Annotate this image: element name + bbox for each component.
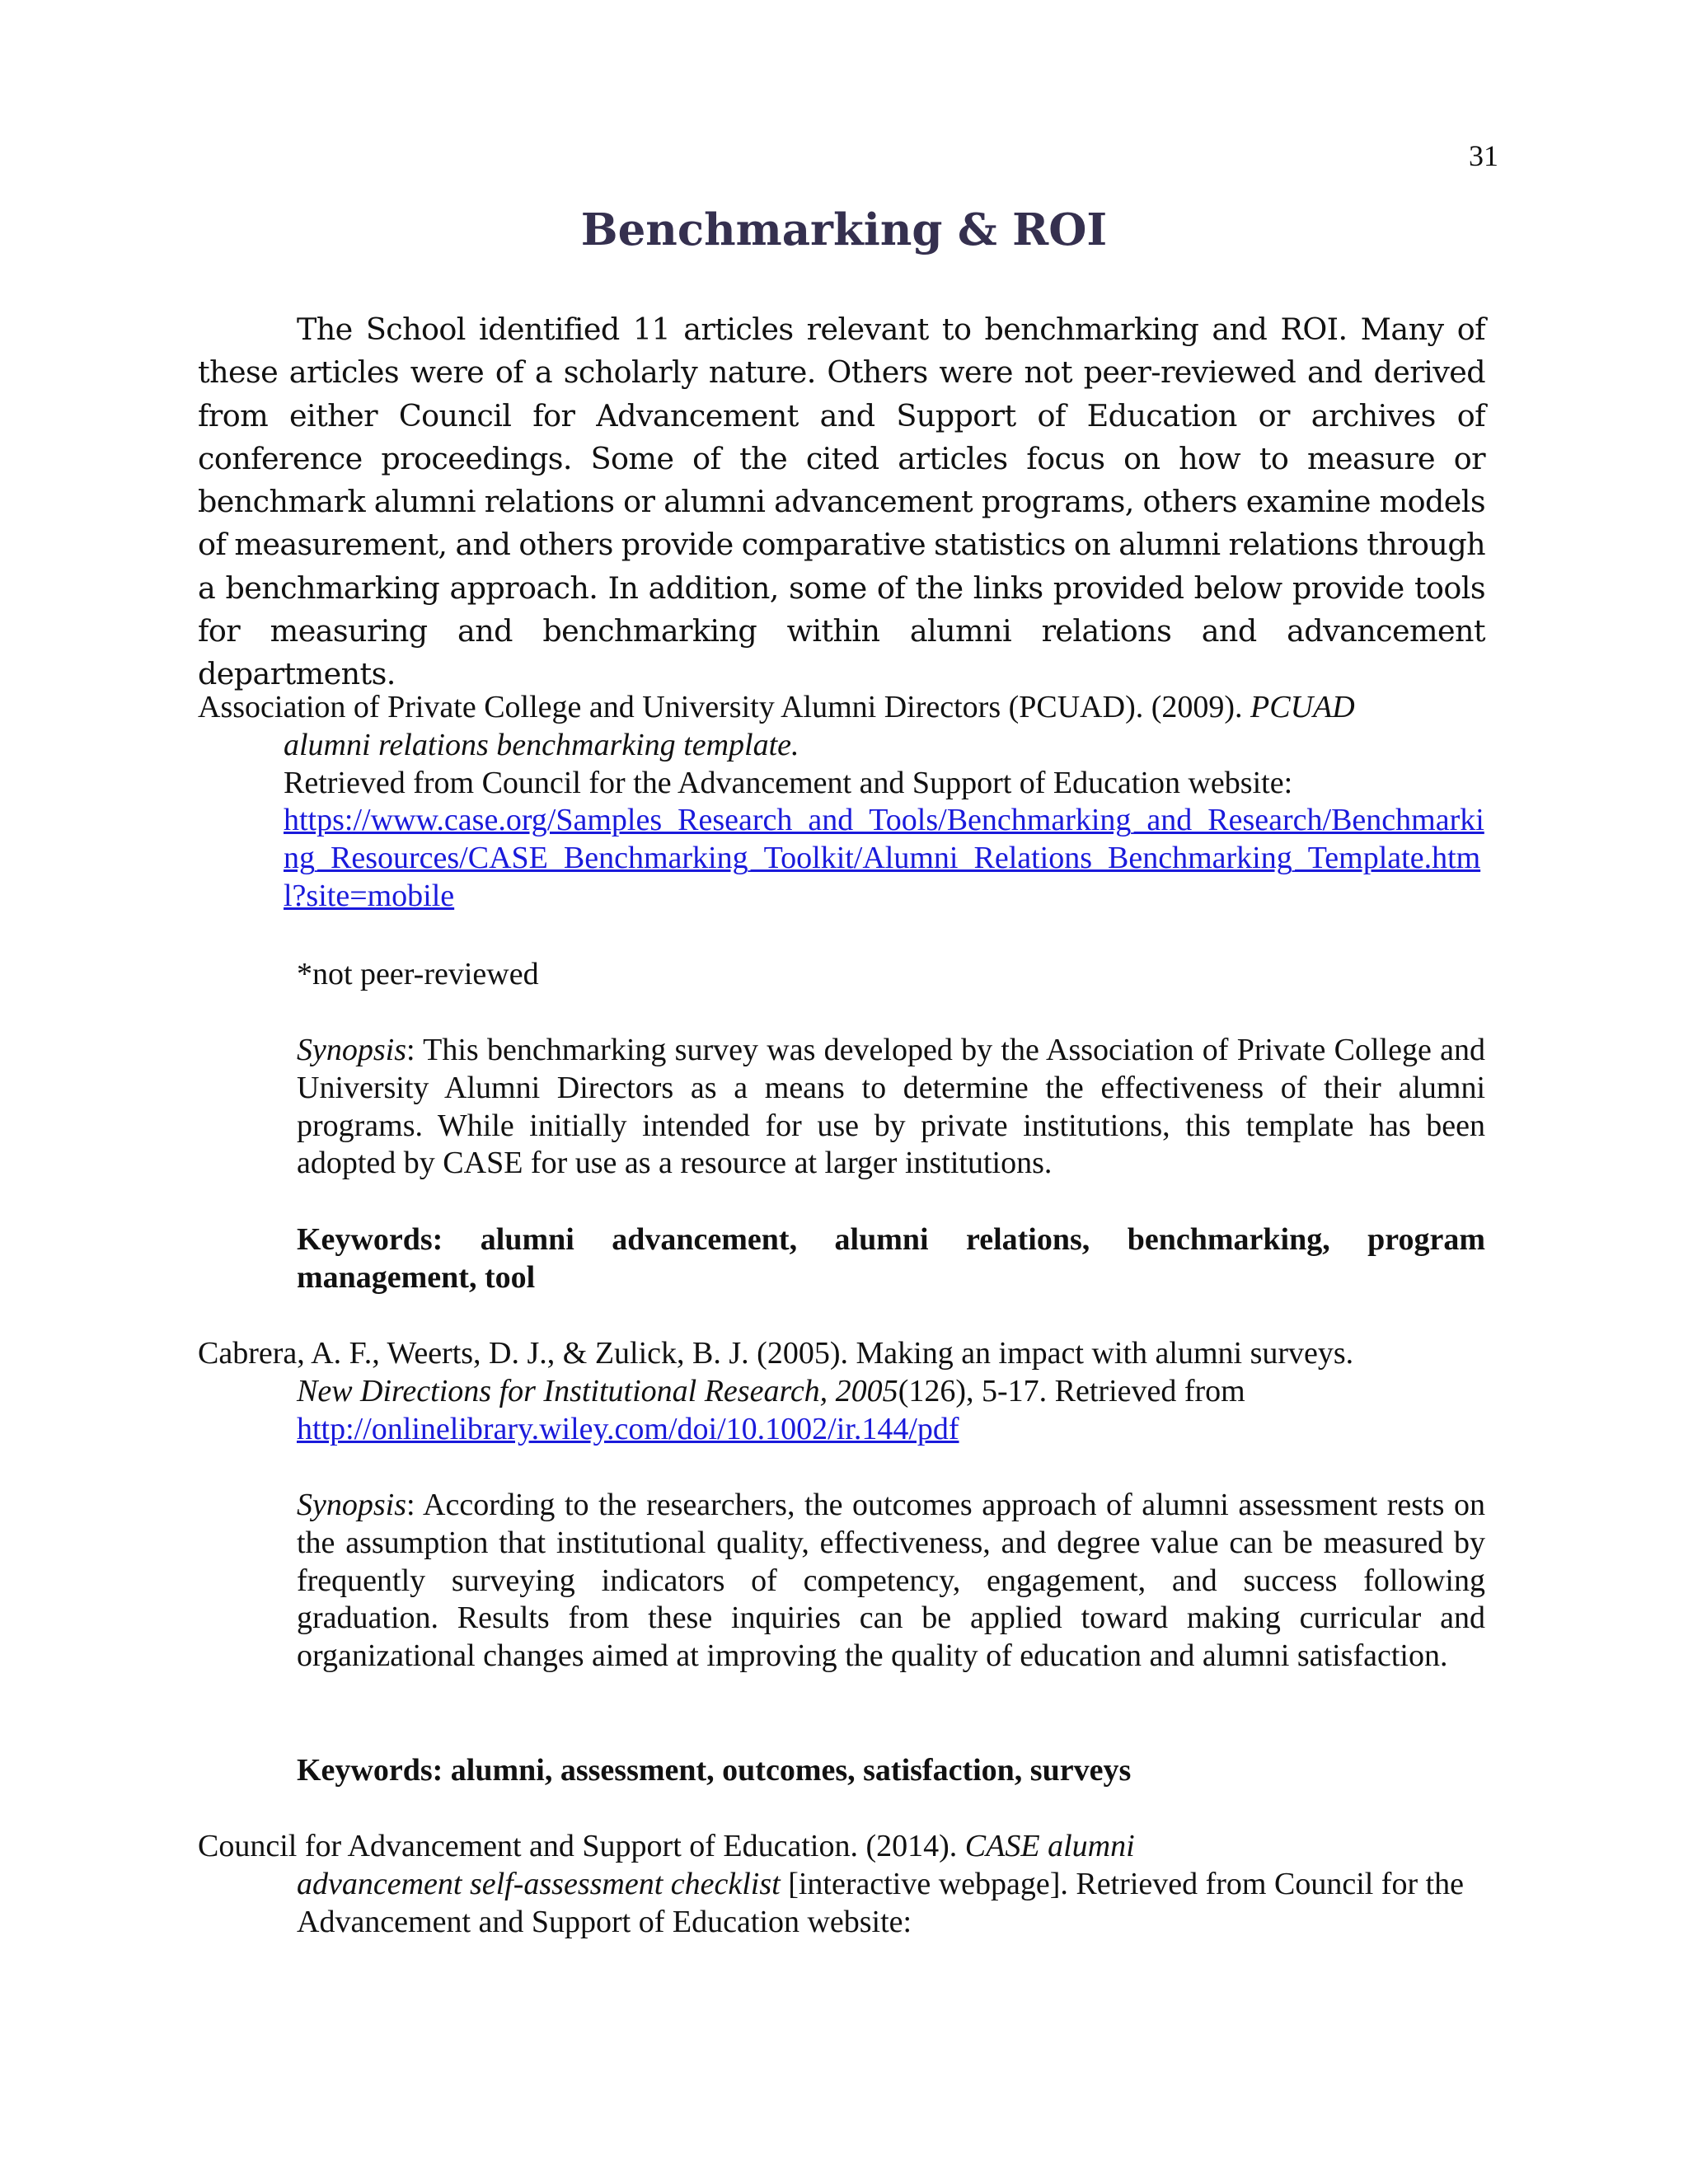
peer-review-note: *not peer-reviewed (297, 957, 539, 991)
reference-link-wiley[interactable]: http://onlinelibrary.wiley.com/doi/10.1002/ir.144/pdf (297, 1411, 959, 1446)
reference-title-continued: advancement self-assessment checklist [interactive webpage]. Retrieved from Council for the Advancement and Support of Education website: (297, 1866, 1465, 1939)
synopsis-pcuad: Synopsis: This benchmarking survey was developed by the Association of Private College and University Alumni Directors as a means to determine the effectiveness of their alumni programs. While initially intended for use by private institutions, this template has been adopted by CASE for use as a resource at larger institutions. (297, 1033, 1485, 1181)
page-title: Benchmarking & ROI (580, 204, 1108, 255)
reference-journal: New Directions for Institutional Research, 2005(126), 5-17. Retrieved from (297, 1373, 1245, 1408)
reference-link-pcuad[interactable]: https://www.case.org/Samples_Research_and_Tools/Benchmarking_and_Research/Benchmarking_Resources/CASE_Benchmarking_Toolkit/Alumni_Relations_Benchmarking_Template.html?site=mobile (284, 803, 1484, 913)
reference-citation: Council for Advancement and Support of Education. (2014). CASE alumni (198, 1829, 1135, 1863)
intro-paragraph: The School identified 11 articles relevant to benchmarking and ROI. Many of these articles were of a scholarly nature. Others were not peer-reviewed and derived from either Council for Advancement and Support of Education or archives of conference proceedings. Some of the cited articles focus on how to measure or benchmark alumni relations or alumni advancement programs, others examine models of measurement, and others provide comparative statistics on alumni relations through a benchmarking approach. In addition, some of the links provided below provide tools for measuring and benchmarking within alumni relations and advancement departments. (198, 312, 1485, 692)
reference-retrieved: Retrieved from Council for the Advancement and Support of Education website: (284, 765, 1293, 800)
synopsis-cabrera: Synopsis: According to the researchers, the outcomes approach of alumni assessment rests on the assumption that institutional quality, effectiveness, and degree value can be measured by frequently surveying indicators of competency, engagement, and success following graduation. Results from these inquiries can be applied toward making curricular and organizational changes aimed at improving the quality of education and alumni satisfaction. (297, 1488, 1485, 1674)
page-number: 31 (1469, 139, 1498, 172)
reference-citation: Association of Private College and University Alumni Directors (PCUAD). (2009). PCUAD (198, 690, 1355, 724)
reference-citation: Cabrera, A. F., Weerts, D. J., & Zulick, B. J. (2005). Making an impact with alumni surveys. (198, 1336, 1354, 1371)
keywords-pcuad: Keywords: alumni advancement, alumni relations, benchmarking, program management, tool (297, 1222, 1485, 1295)
reference-cabrera (198, 1335, 1485, 1448)
reference-pcuad (198, 689, 1485, 916)
keywords-cabrera: Keywords: alumni, assessment, outcomes, satisfaction, surveys (297, 1753, 1132, 1788)
reference-case (198, 1828, 1485, 1941)
reference-title-continued: alumni relations benchmarking template. (284, 727, 799, 762)
